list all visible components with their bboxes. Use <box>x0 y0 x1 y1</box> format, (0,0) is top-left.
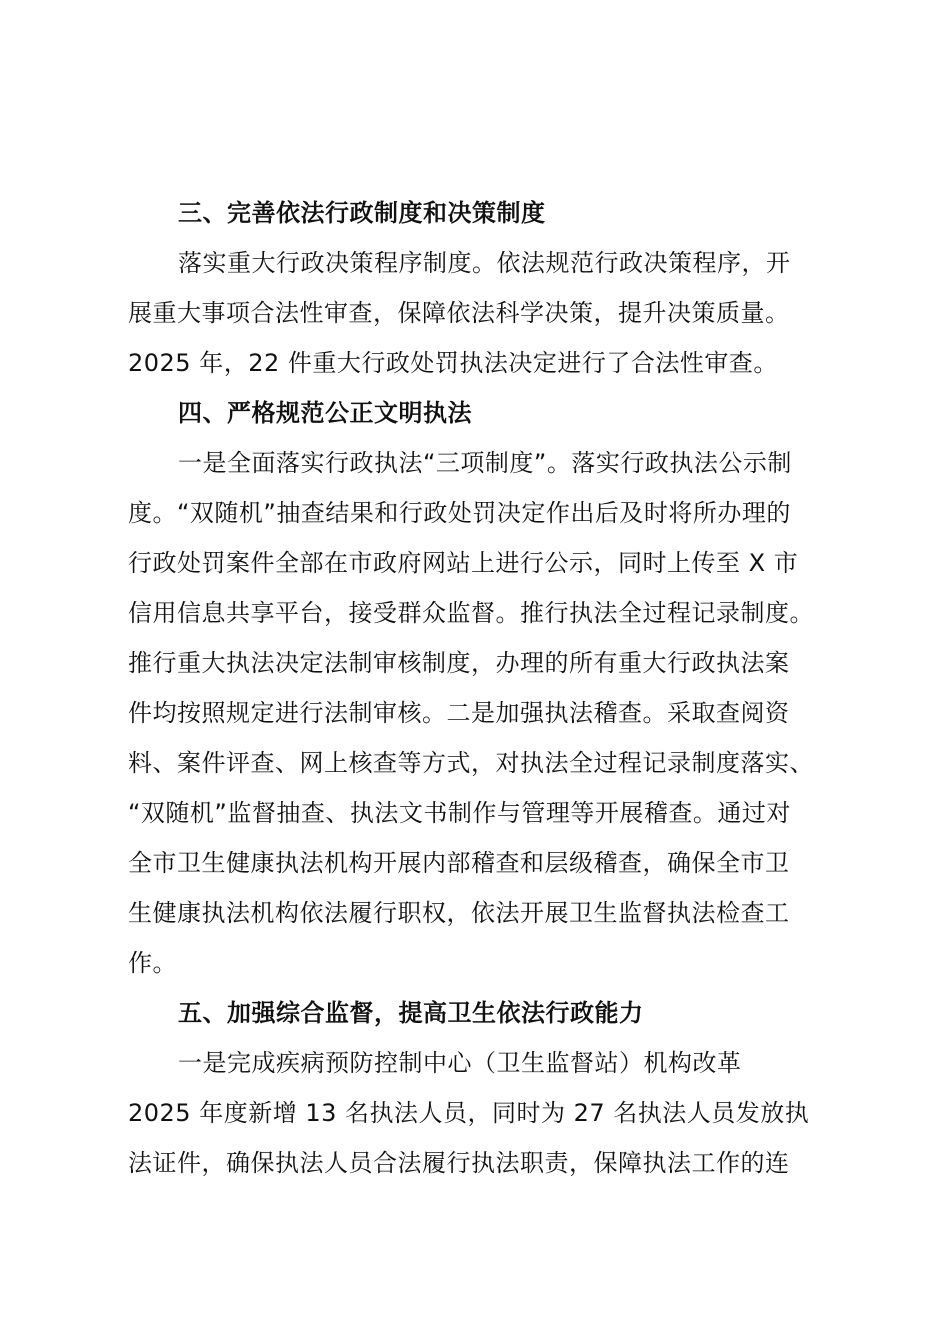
paragraph-line: 2025 年，22 件重大行政处罚执法决定进行了合法性审查。 <box>128 349 778 377</box>
paragraph-line: 度。“双随机”抽查结果和行政处罚决定作出后及时将所办理的 <box>128 499 791 527</box>
section-heading-3: 三、完善依法行政制度和决策制度 <box>178 199 546 227</box>
section-heading-4: 四、严格规范公正文明执法 <box>178 399 472 427</box>
paragraph-line: 料、案件评查、网上核查等方式，对执法全过程记录制度落实、 <box>128 749 814 777</box>
paragraph-line: 生健康执法机构依法履行职权，依法开展卫生监督执法检查工 <box>128 899 790 927</box>
paragraph-line: 2025 年度新增 13 名执法人员，同时为 27 名执法人员发放执 <box>128 1099 810 1127</box>
paragraph-line: “双随机”监督抽查、执法文书制作与管理等开展稽查。通过对 <box>128 799 791 827</box>
paragraph-line: 落实重大行政决策程序制度。依法规范行政决策程序，开 <box>178 249 791 277</box>
paragraph-line: 推行重大执法决定法制审核制度，办理的所有重大行政执法案 <box>128 649 790 677</box>
paragraph-line: 一是完成疾病预防控制中心（卫生监督站）机构改革 <box>178 1049 742 1077</box>
paragraph-line: 全市卫生健康执法机构开展内部稽查和层级稽查，确保全市卫 <box>128 849 790 877</box>
section-heading-5: 五、加强综合监督，提高卫生依法行政能力 <box>178 999 644 1027</box>
paragraph-line: 作。 <box>128 949 177 977</box>
paragraph-line: 件均按照规定进行法制审核。二是加强执法稽查。采取查阅资 <box>128 699 790 727</box>
paragraph-line: 法证件，确保执法人员合法履行执法职责，保障执法工作的连 <box>128 1149 790 1177</box>
paragraph-line: 行政处罚案件全部在市政府网站上进行公示，同时上传至 X 市 <box>128 549 799 577</box>
paragraph-line: 信用信息共享平台，接受群众监督。推行执法全过程记录制度。 <box>128 599 814 627</box>
paragraph-line: 展重大事项合法性审查，保障依法科学决策，提升决策质量。 <box>128 299 790 327</box>
paragraph-line: 一是全面落实行政执法“三项制度”。落实行政执法公示制 <box>178 449 792 477</box>
